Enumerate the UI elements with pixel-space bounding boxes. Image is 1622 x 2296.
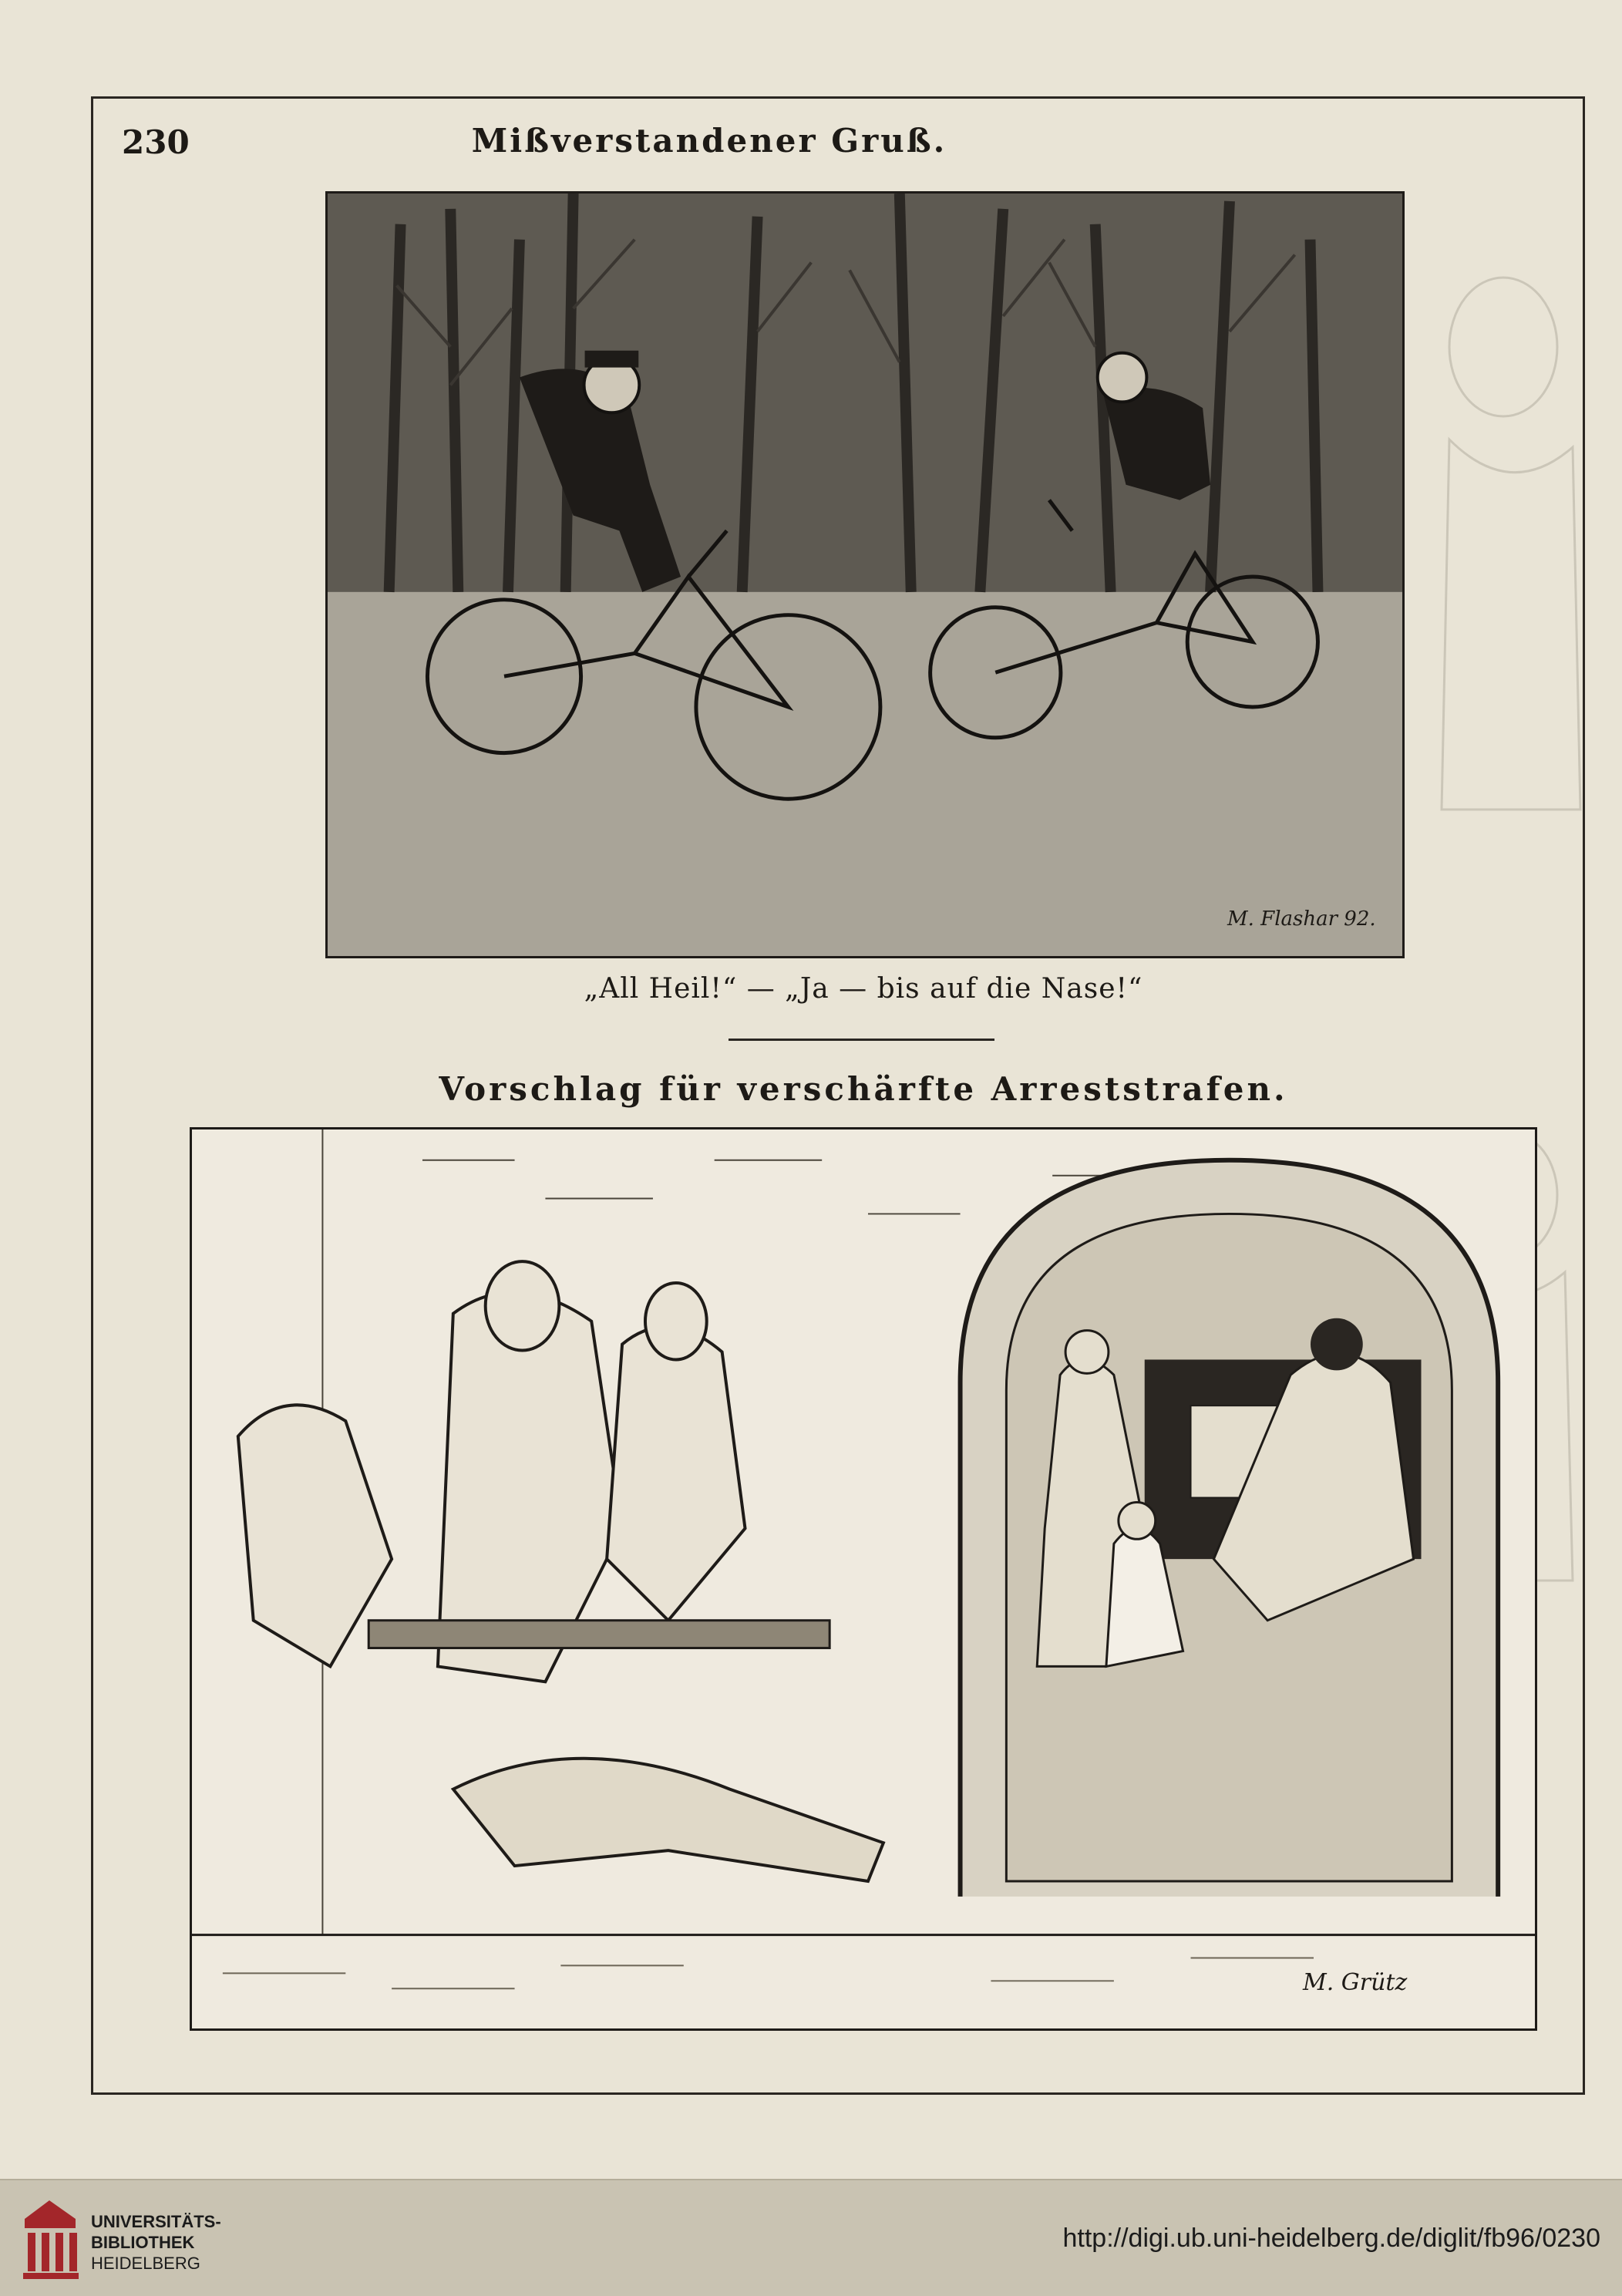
university-library-logo-icon <box>19 2196 82 2282</box>
prison-cell-illustration <box>190 1127 1537 2031</box>
library-name-line1: UNIVERSITÄTS- <box>91 2212 221 2231</box>
page-number: 230 <box>122 123 190 161</box>
footer-bar <box>0 2179 1622 2296</box>
permalink-url[interactable]: http://digi.ub.uni-heidelberg.de/diglit/fb96/0230 <box>1062 2224 1600 2253</box>
library-name-line3: HEIDELBERG <box>91 2254 200 2273</box>
library-name-line2: BIBLIOTHEK <box>91 2233 195 2252</box>
section-divider <box>729 1039 994 1041</box>
bottom-illustration-title: Vorschlag für verschärfte Arreststrafen. <box>439 1070 1288 1108</box>
top-illustration-signature: M. Flashar 92. <box>1227 907 1376 931</box>
top-illustration-title: Mißverstandener Gruß. <box>471 122 947 160</box>
library-name <box>91 2211 221 2274</box>
bottom-illustration-signature: M. Grütz <box>1303 1969 1408 1996</box>
cyclists-illustration <box>325 191 1405 958</box>
top-illustration-caption: „All Heil!“ — „Ja — bis auf die Nase!“ <box>584 973 1143 1005</box>
